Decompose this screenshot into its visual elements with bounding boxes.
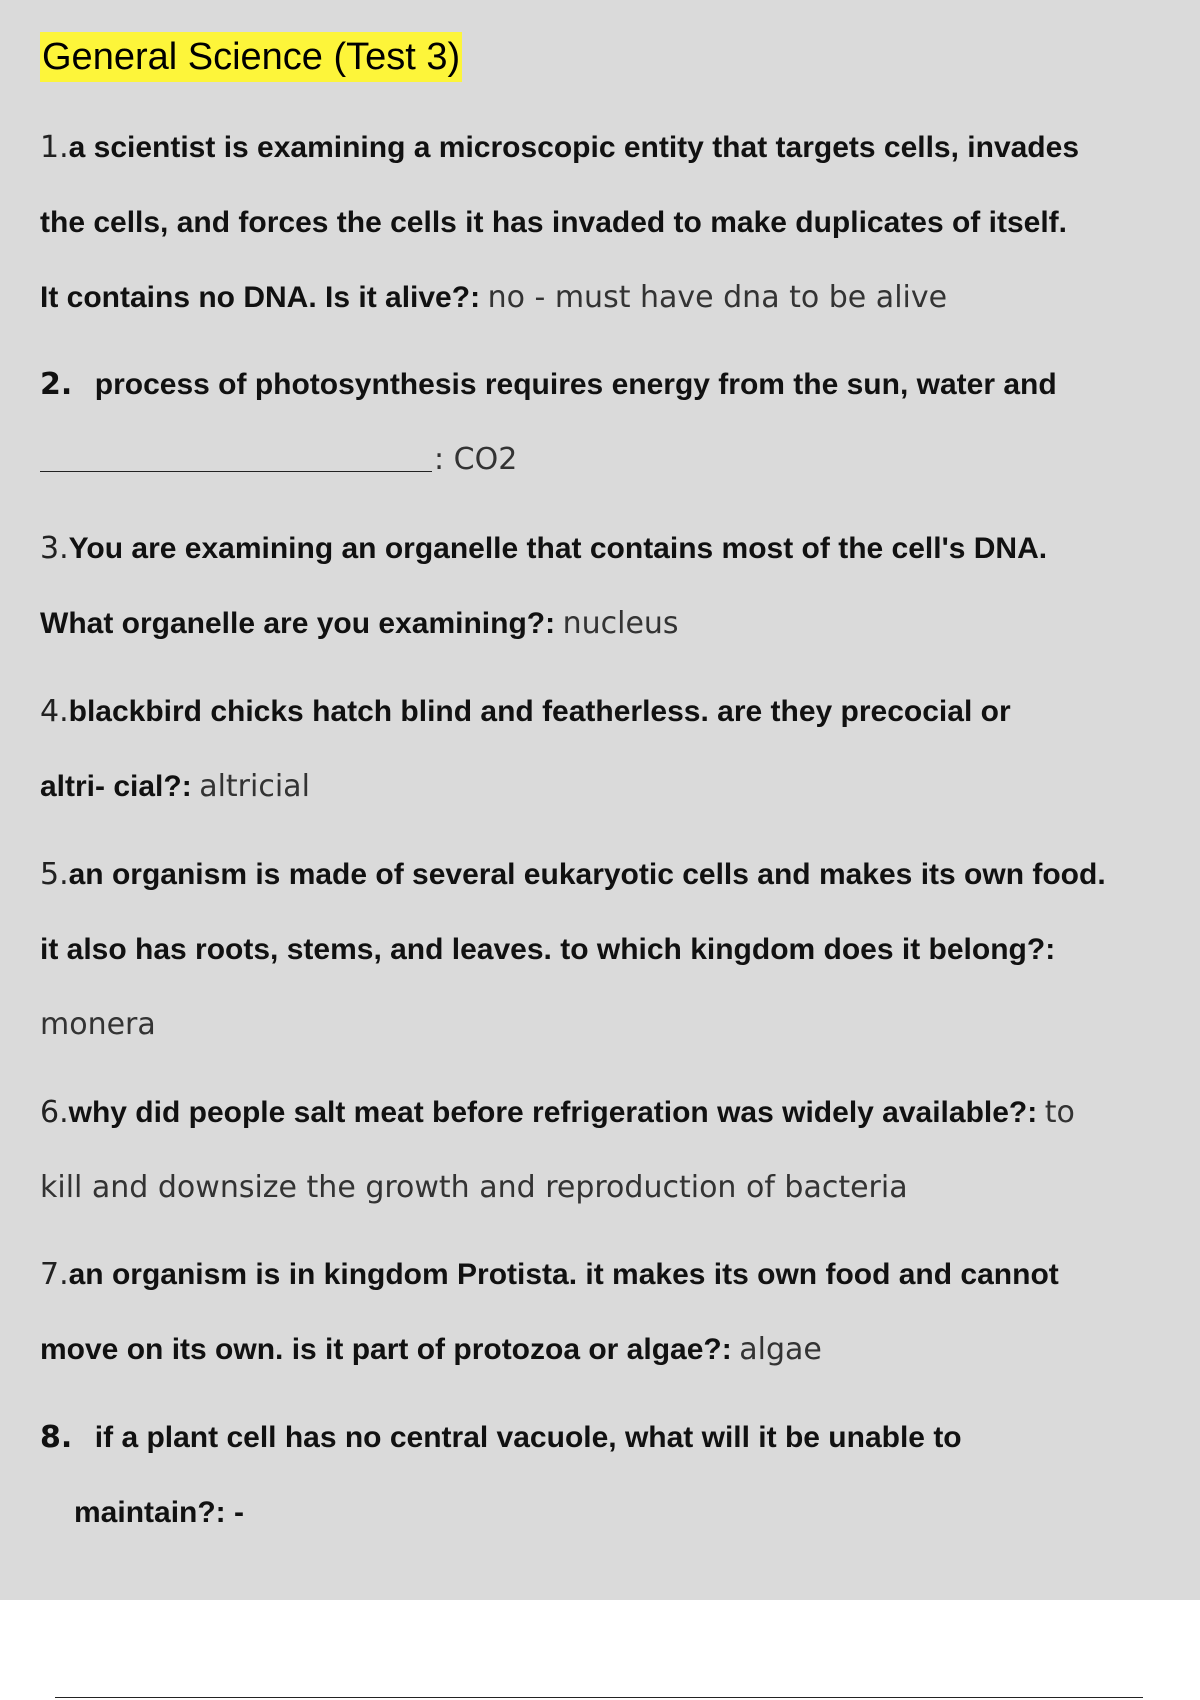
question-3: [40, 511, 1195, 661]
question-6-answer-part-1: to: [1044, 1095, 1075, 1130]
question-5-line-2: [40, 912, 1195, 987]
question-7-text-2: move on its own. is it part of protozoa or algae?:: [40, 1333, 732, 1366]
question-2: [40, 347, 1195, 497]
question-1-text-2: the cells, and forces the cells it has invaded to make duplicates of itself.: [40, 206, 1067, 239]
question-3-text-2: What organelle are you examining?:: [40, 607, 556, 640]
footer-divider: [55, 1697, 1143, 1698]
question-7-answer: algae: [739, 1332, 822, 1367]
question-3-line-2: [40, 586, 1195, 661]
question-1-line-1: [40, 110, 1195, 185]
question-4-number: 4.: [40, 694, 69, 729]
question-7-number: 7.: [40, 1257, 69, 1292]
question-1: [40, 110, 1195, 335]
question-8-text-2: maintain?: -: [74, 1496, 244, 1529]
question-7-text-1: an organism is in kingdom Protista. it makes its own food and cannot: [68, 1258, 1059, 1291]
question-8: [40, 1400, 1195, 1550]
question-4: [40, 674, 1195, 824]
question-7-line-2: [40, 1312, 1195, 1387]
question-1-answer: no - must have dna to be alive: [487, 280, 948, 315]
question-7: [40, 1237, 1195, 1387]
question-2-line-1: [40, 347, 1195, 422]
question-6-number: 6.: [40, 1095, 69, 1130]
question-2-answer: : CO2: [434, 442, 518, 477]
question-5-number: 5.: [40, 857, 69, 892]
question-4-answer: altricial: [199, 769, 310, 804]
question-5-line-3: [40, 987, 1195, 1062]
question-6-line-2: [40, 1150, 1195, 1225]
question-2-text-1: process of photosynthesis requires energy from the sun, water and: [94, 368, 1057, 401]
question-6-line-1: [40, 1075, 1195, 1150]
fill-in-blank-line: [40, 471, 432, 472]
question-4-text-1: blackbird chicks hatch blind and featherless. are they precocial or: [68, 695, 1011, 728]
question-8-line-2: [40, 1475, 1195, 1550]
question-6-text-1: why did people salt meat before refrigeration was widely available?:: [68, 1096, 1038, 1129]
question-7-line-1: [40, 1237, 1195, 1312]
question-2-line-2: [40, 422, 1195, 497]
question-8-text-1: if a plant cell has no central vacuole, what will it be unable to: [94, 1421, 962, 1454]
question-4-line-2: [40, 749, 1195, 824]
question-1-text-1: a scientist is examining a microscopic entity that targets cells, invades: [68, 131, 1080, 164]
question-5-text-2: it also has roots, stems, and leaves. to which kingdom does it belong?:: [40, 933, 1056, 966]
question-1-number: 1.: [40, 130, 69, 165]
question-2-number: 2.: [40, 367, 73, 402]
question-5-line-1: [40, 837, 1195, 912]
question-8-number: 8.: [40, 1420, 73, 1455]
document-title: General Science (Test 3): [40, 32, 462, 82]
question-3-line-1: [40, 511, 1195, 586]
question-5-text-1: an organism is made of several eukaryotic cells and makes its own food.: [68, 858, 1106, 891]
question-4-text-2: altri- cial?:: [40, 770, 192, 803]
question-4-line-1: [40, 674, 1195, 749]
question-8-line-1: [40, 1400, 1195, 1475]
question-1-line-3: [40, 260, 1195, 335]
question-6-answer-part-2: kill and downsize the growth and reproduction of bacteria: [40, 1170, 908, 1205]
question-5: [40, 837, 1195, 1062]
question-3-answer: nucleus: [562, 606, 679, 641]
question-3-number: 3.: [40, 531, 69, 566]
question-1-text-3: It contains no DNA. Is it alive?:: [40, 281, 481, 314]
question-1-line-2: [40, 185, 1195, 260]
question-5-answer: monera: [40, 1007, 156, 1042]
question-3-text-1: You are examining an organelle that contains most of the cell's DNA.: [68, 532, 1048, 565]
question-6: [40, 1075, 1195, 1225]
